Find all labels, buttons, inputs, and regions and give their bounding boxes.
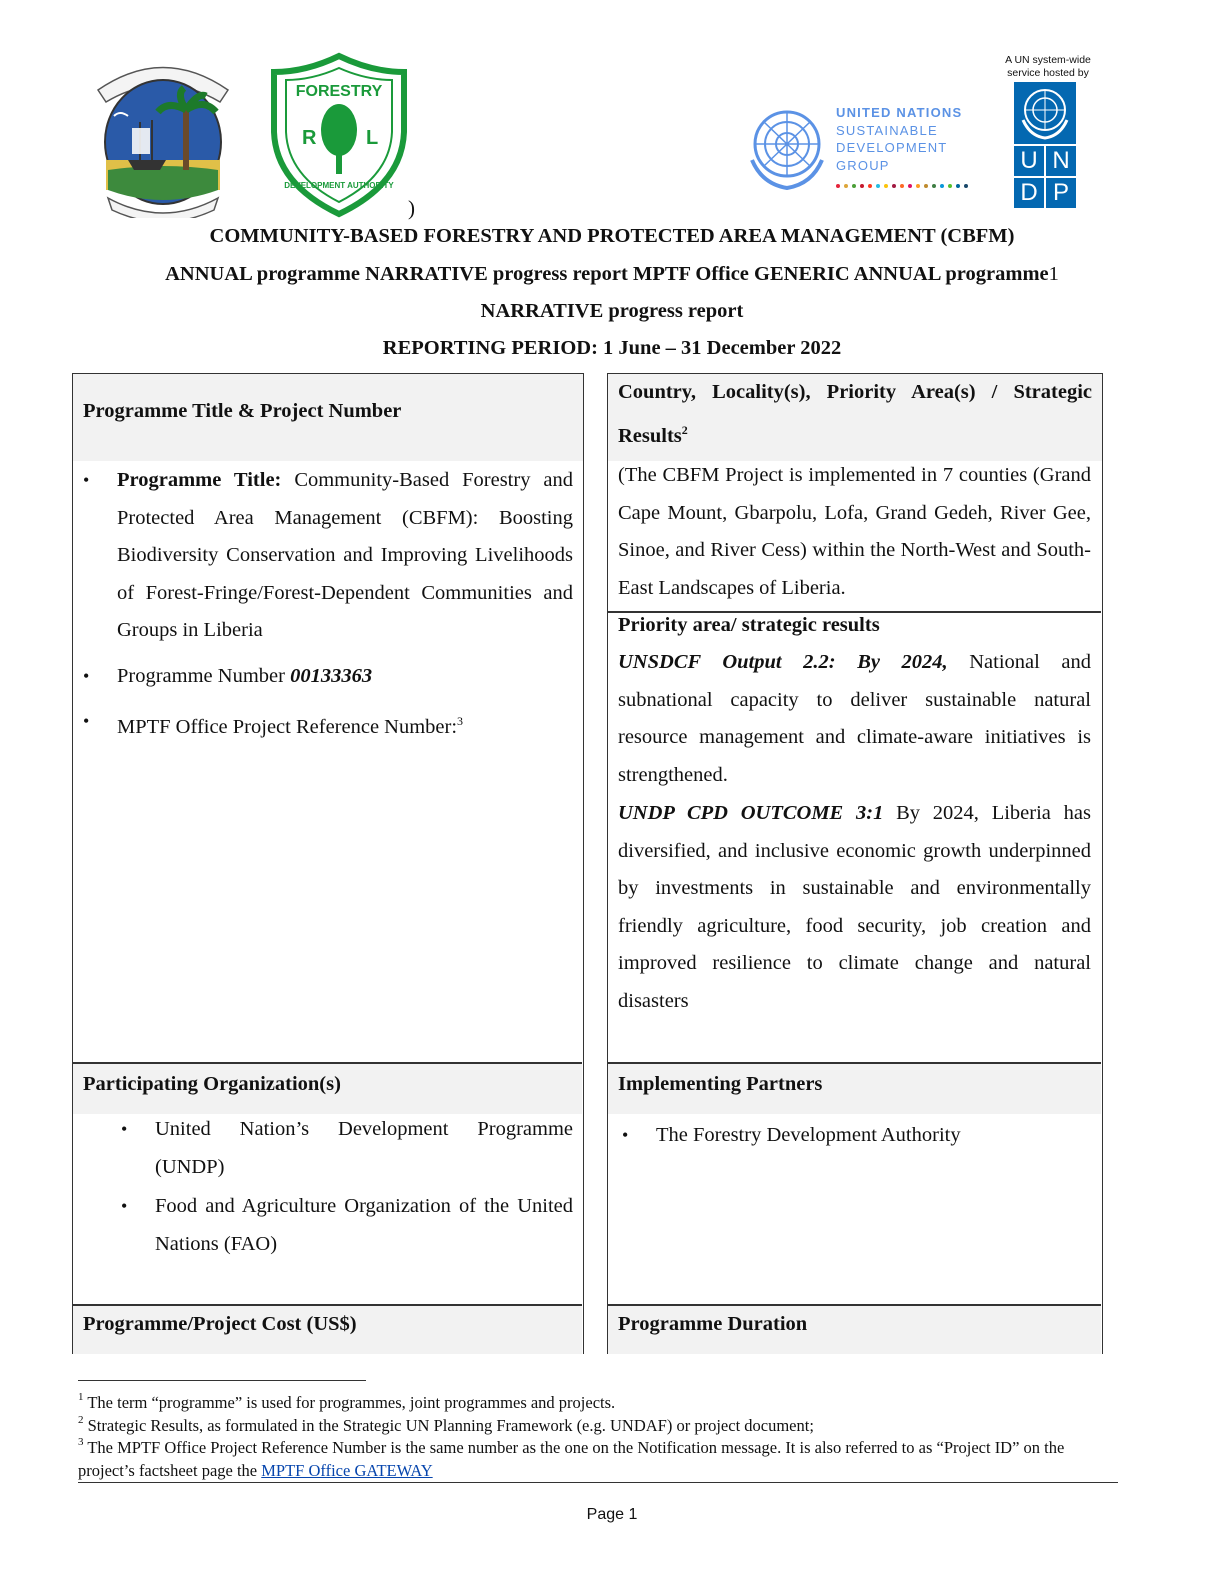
footnote-3-number: 3: [78, 1436, 84, 1448]
country-locality-header-text: Country, Locality(s), Priority Area(s) / Strategic Results: [618, 381, 1092, 447]
undp-logo: [1000, 54, 1096, 210]
country-locality-text: (The CBFM Project is implemented in 7 counties (Grand Cape Mount, Gbarpolu, Lofa, Grand Gedeh, River Gee, Sinoe, and River Cess) within the North-West and South-East Landscapes of Liberia.: [618, 464, 1091, 599]
footnote-1-text: The term “programme” is used for programmes, joint programmes and projects.: [83, 1393, 616, 1412]
programme-title-header: Programme Title & Project Number: [73, 374, 583, 461]
programme-title-value: Community-Based Forestry and Protected Area Management (CBFM): Boosting Biodiversity Conservation and Improving Livelihoods of Forest-Fringe/Forest-Dependent Communities and Groups in Liberia: [117, 469, 573, 641]
footnote-2-text: Strategic Results, as formulated in the Strategic UN Planning Framework (e.g. UNDAF) or project document;: [83, 1415, 814, 1435]
report-title-line-2-text: ANNUAL programme NARRATIVE progress report MPTF Office GENERIC ANNUAL programme: [165, 263, 1049, 285]
sdg-color-dots: [836, 180, 968, 198]
undp-letter-n: N: [1052, 147, 1070, 174]
unsdg-logo: [742, 104, 982, 194]
report-title-line-1: COMMUNITY-BASED FORESTRY AND PROTECTED AREA MANAGEMENT (CBFM): [209, 225, 1015, 247]
report-title-line-2: [0, 263, 1224, 286]
footnote-ref-2: 2: [681, 422, 688, 437]
footnote-2-number: 2: [78, 1413, 84, 1426]
footnote-2: [78, 1415, 1118, 1438]
undp-letter-u: U: [1020, 147, 1038, 174]
fda-logo-right-text: L: [366, 127, 379, 149]
footnote-3-text: The MPTF Office Project Reference Number is the same number as the one on the Notification message. It is also referred to as “Project ID” on the project’s factsheet page the: [78, 1438, 1065, 1480]
project-cost-header: Programme/Project Cost (US$): [73, 1306, 582, 1354]
undp-letter-p: P: [1052, 179, 1069, 206]
fda-logo-top-text: FORESTRY: [295, 83, 383, 100]
footnote-ref-3: 3: [457, 714, 464, 728]
unsdcf-output-text: [618, 644, 1091, 794]
list-item-programme-number: [117, 658, 573, 696]
programme-title-label: Programme Title:: [117, 469, 282, 491]
list-item-programme-title: [117, 462, 573, 650]
unsdcf-output-label: UNSDCF Output 2.2: By 2024,: [618, 651, 948, 673]
undp-cpd-outcome-text: [618, 795, 1091, 1020]
programme-info-list: [117, 462, 573, 746]
list-item-mptf-reference: [117, 703, 573, 746]
right-info-table: [607, 373, 1103, 1354]
list-item-partner: • The Forestry Development Authority: [656, 1117, 1092, 1155]
un-emblem-icon: [742, 104, 832, 194]
footnote-separator: [78, 1380, 366, 1381]
mptf-gateway-link[interactable]: MPTF Office GATEWAY: [261, 1460, 433, 1480]
unsdg-line-1: UNITED NATIONS: [836, 105, 963, 120]
fda-shield-logo: [266, 52, 412, 218]
participating-orgs-header: Participating Organization(s): [73, 1064, 582, 1114]
unsdcf-output-value: National and subnational capacity to deliver sustainable natural resource management and climate-aware initiatives is strengthened.: [618, 651, 1091, 786]
undp-letter-d: D: [1020, 179, 1038, 206]
footnote-1: [78, 1392, 1118, 1415]
programme-duration-header: Programme Duration: [608, 1306, 1101, 1354]
undp-un-emblem-icon: [1014, 82, 1076, 142]
list-item-org: • Food and Agriculture Organization of the United Nations (FAO): [155, 1188, 573, 1263]
fda-logo-left-text: R: [302, 127, 317, 149]
left-info-table: [72, 373, 584, 1354]
programme-number-label: Programme Number: [117, 664, 291, 687]
liberia-seal-logo: [88, 50, 238, 218]
report-title-line-3: NARRATIVE progress report: [480, 300, 744, 322]
unsdg-line-3: DEVELOPMENT: [836, 140, 948, 155]
footnote-3: [78, 1437, 1118, 1482]
unsdg-line-4: GROUP: [836, 157, 890, 173]
undp-tagline-2: service hosted by: [1007, 67, 1089, 79]
fda-logo-bottom-text: DEVELOPMENT AUTHORITY: [284, 181, 394, 190]
stray-parenthesis: ): [408, 196, 415, 220]
footer-rule: [78, 1482, 1118, 1483]
undp-cpd-outcome-label: UNDP CPD OUTCOME 3:1: [618, 802, 884, 824]
report-title-footnote-ref: 1: [1048, 263, 1059, 285]
list-item-org: • United Nation’s Development Programme (UNDP): [155, 1111, 573, 1186]
footnote-1-number: 1: [78, 1391, 84, 1403]
implementing-partners-list: [656, 1117, 1092, 1155]
undp-cpd-outcome-value: By 2024, Liberia has diversified, and inclusive economic growth underpinned by investments in sustainable and environmentally friendly agriculture, food security, job creation and improved resilience to climate change and natural disasters: [618, 802, 1091, 1012]
participating-orgs-list: [155, 1111, 573, 1263]
mptf-reference-label: MPTF Office Project Reference Number:: [117, 715, 458, 738]
implementing-partners-header: Implementing Partners: [608, 1064, 1101, 1114]
page-number: Page 1: [586, 1506, 638, 1523]
reporting-period: REPORTING PERIOD: 1 June – 31 December 2022: [382, 337, 842, 359]
priority-area-header: Priority area/ strategic results: [618, 614, 880, 636]
undp-tagline-1: A UN system-wide: [1005, 54, 1091, 66]
programme-number-value: 00133363: [290, 664, 373, 687]
country-locality-header: [608, 374, 1102, 461]
unsdg-line-2: SUSTAINABLE: [836, 122, 938, 138]
footnotes: [78, 1392, 1118, 1482]
